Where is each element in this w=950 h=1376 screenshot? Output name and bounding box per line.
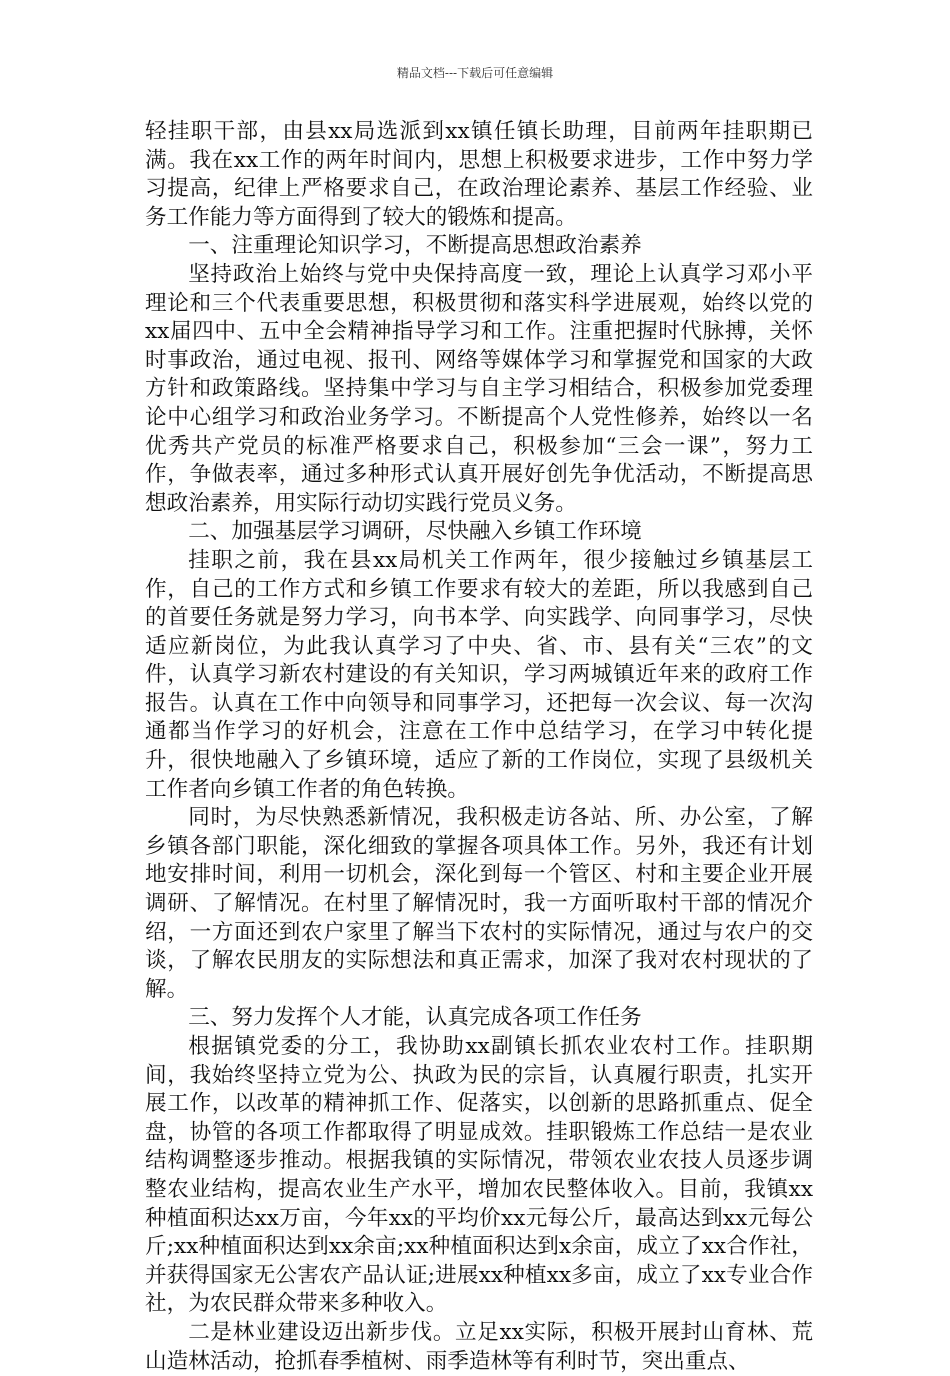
section-heading: 二、加强基层学习调研，尽快融入乡镇工作环境 — [188, 519, 642, 545]
paragraph: 二是林业建设迈出新步伐。立足xx实际，积极开展封山育林、荒山造林活动，抢抓春季植树、雨季造林等有利时节，突出重点、 — [145, 1319, 813, 1374]
paragraph: 轻挂职干部，由县xx局选派到xx镇任镇长助理，目前两年挂职期已满。我在xx工作的两年时间内，思想上积极要求进步，工作中努力学习提高，纪律上严格要求自己，在政治理论素养、基层工作经验、业务工作能力等方面得到了较大的锻炼和提高。 — [145, 119, 813, 230]
paragraph: 同时，为尽快熟悉新情况，我积极走访各站、所、办公室，了解乡镇各部门职能，深化细致的掌握各项具体工作。另外，我还有计划地安排时间，利用一切机会，深化到每一个管区、村和主要企业开展调研、了解情况。在村里了解情况时，我一方面听取村干部的情况介绍，一方面还到农户家里了解当下农村的实际情况，通过与农户的交谈，了解农民朋友的实际想法和真正需求，加深了我对农村现状的了解。 — [145, 805, 813, 1002]
paragraph: 根据镇党委的分工，我协助xx副镇长抓农业农村工作。挂职期间，我始终坚持立党为公、执政为民的宗旨，认真履行职责，扎实开展工作，以改革的精神抓工作、促落实，以创新的思路抓重点、促全盘，协管的各项工作都取得了明显成效。挂职锻炼工作总结一是农业结构调整逐步推动。根据我镇的实际情况，带领农业农技人员逐步调整农业结构，提高农业生产水平，增加农民整体收入。目前，我镇xx种植面积达xx万亩，今年xx的平均价xx元每公斤，最高达到xx元每公斤;xx种植面积达到xx余亩;xx种植面积达到x余亩，成立了xx合作社，并获得国家无公害农产品认证;进展xx种植xx多亩，成立了xx专业合作社，为农民群众带来多种收入。 — [145, 1034, 813, 1317]
paragraph: 坚持政治上始终与党中央保持高度一致，理论上认真学习邓小平理论和三个代表重要思想，积极贯彻和落实科学进展观，始终以党的xx届四中、五中全会精神指导学习和工作。注重把握时代脉搏，关怀时事政治，通过电视、报刊、网络等媒体学习和掌握党和国家的大政方针和政策路线。坚持集中学习与自主学习相结合，积极参加党委理论中心组学习和政治业务学习。不断提高个人党性修养，始终以一名优秀共产党员的标准严格要求自己，积极参加“三会一课”，努力工作，争做表率，通过多种形式认真开展好创先争优活动，不断提高思想政治素养，用实际行动切实践行党员义务。 — [145, 261, 813, 516]
paragraph: 挂职之前，我在县xx局机关工作两年，很少接触过乡镇基层工作，自己的工作方式和乡镇工作要求有较大的差距，所以我感到自己的首要任务就是努力学习，向书本学、向实践学、向同事学习，尽快适应新岗位，为此我认真学习了中央、省、市、县有关“三农”的文件，认真学习新农村建设的有关知识，学习两城镇近年来的政府工作报告。认真在工作中向领导和同事学习，还把每一次会议、每一次沟通都当作学习的好机会，注意在工作中总结学习，在学习中转化提升，很快地融入了乡镇环境，适应了新的工作岗位，实现了县级机关工作者向乡镇工作者的角色转换。 — [145, 547, 813, 802]
document-body — [145, 118, 813, 1376]
section-heading: 三、努力发挥个人才能，认真完成各项工作任务 — [188, 1005, 642, 1031]
page-header: 精品文档---下载后可任意编辑 — [396, 66, 554, 80]
section-heading: 一、注重理论知识学习，不断提高思想政治素养 — [188, 233, 642, 259]
